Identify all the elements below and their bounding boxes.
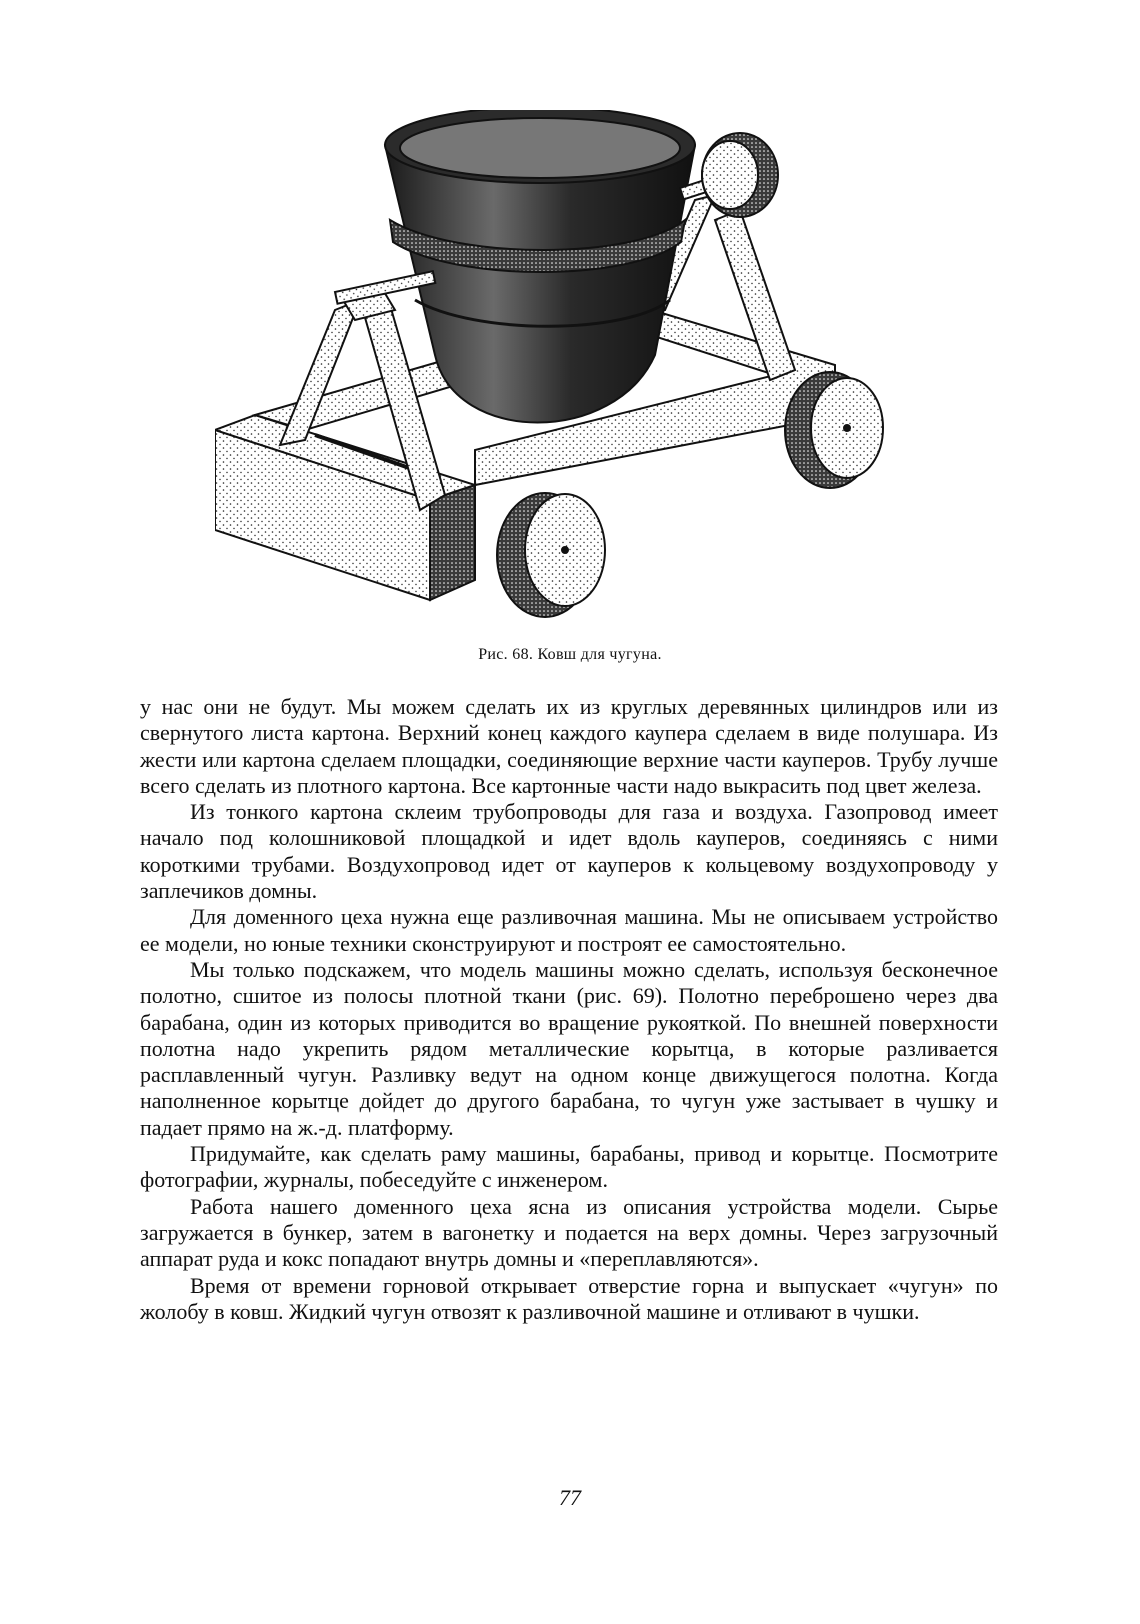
paragraph: Работа нашего доменного цеха ясна из описания устройства модели. Сырье загружается в бункер, затем в вагонетку и подается на верх домны. Через загрузочный аппарат руда и кокс попадают внутрь домны и «переплавляются».	[140, 1193, 998, 1272]
paragraph: Время от времени горновой открывает отверстие горна и выпускает «чугун» по жолобу в ковш. Жидкий чугун отвозят к разливочной машине и отливают в чушки.	[140, 1272, 998, 1324]
paragraph: Мы только подскажем, что модель машины можно сделать, используя бесконечное полотно, сшитое из полосы плотной ткани (рис. 69). Полотно переброшено через два барабана, один из которых приводится во вращение рукояткой. По внешней поверхности полотна надо укрепить рядом металлические корытца, в которые разливается расплавленный чугун. Разливку ведут на одном конце движущегося полотна. Когда наполненное корытце дойдет до другого барабана, то чугун уже застывает в чушку и падает прямо на ж.-д. платформу.	[140, 956, 998, 1140]
paragraph: Для доменного цеха нужна еще разливочная машина. Мы не описываем устройство ее модели, но юные техники сконструируют и построят ее самостоятельно.	[140, 904, 998, 956]
body-text	[140, 694, 998, 1325]
paragraph: у нас они не будут. Мы можем сделать их из круглых деревянных цилиндров или из свернутого листа картона. Верхний конец каждого каупера сделаем в виде полушара. Из жести или картона сделаем площадки, соединяющие верхние части кауперов. Трубу лучше всего сделать из плотного картона. Все картонные части надо выкрасить под цвет железа.	[140, 694, 998, 798]
ladle-cart-drawing	[215, 110, 915, 630]
page-number: 77	[559, 1485, 581, 1510]
figure-caption: Рис. 68. Ковш для чугуна.	[478, 646, 662, 663]
paragraph: Придумайте, как сделать раму машины, барабаны, привод и корытце. Посмотрите фотографии, журналы, побеседуйте с инженером.	[140, 1141, 998, 1193]
ladle-illustration	[215, 110, 915, 630]
paragraph: Из тонкого картона склеим трубопроводы для газа и воздуха. Газопровод имеет начало под колошниковой площадкой и идет вдоль кауперов, соединяясь с ними короткими трубами. Воздухопровод идет от кауперов к кольцевому воздухопроводу у заплечиков домны.	[140, 799, 998, 904]
